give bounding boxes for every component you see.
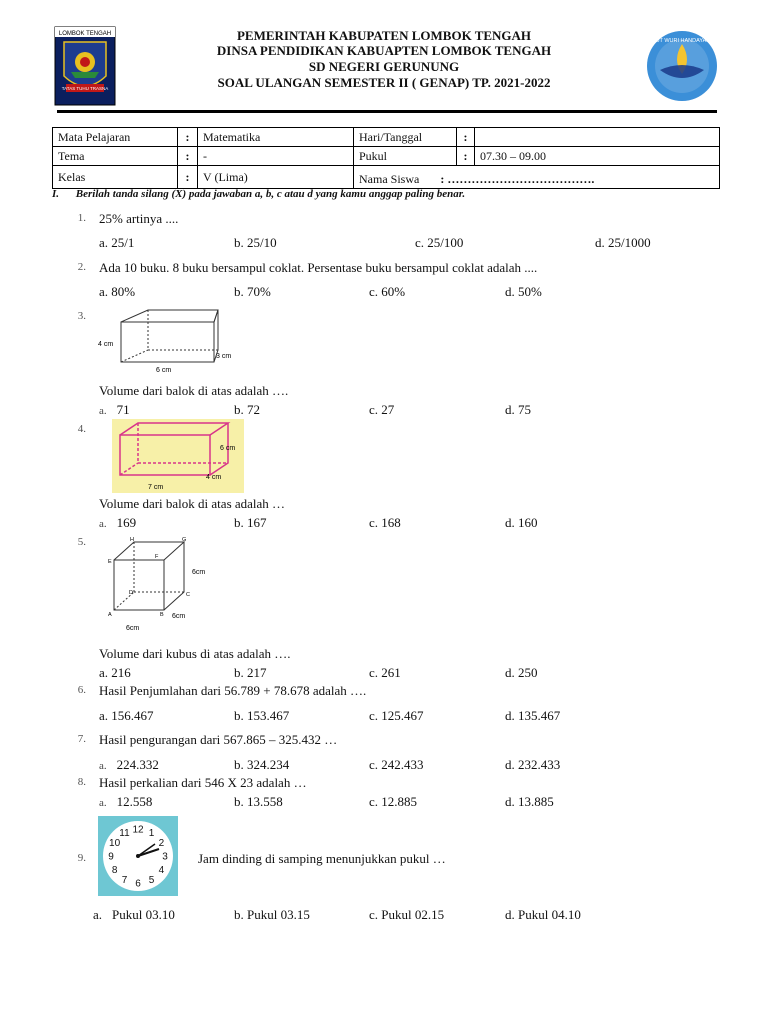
question-number: 9. — [77, 852, 86, 864]
question-number: 4. — [77, 423, 86, 435]
question-number: 2. — [77, 261, 86, 273]
svg-text:4 cm: 4 cm — [98, 341, 114, 348]
header-line-4: SOAL ULANGAN SEMESTER II ( GENAP) TP. 2021-2022 — [217, 75, 551, 90]
clock-number: 10 — [109, 838, 121, 849]
option-c: c. 60% — [369, 284, 406, 299]
option-d: d. 232.433 — [505, 757, 561, 772]
option-a — [99, 757, 159, 773]
table-row — [53, 147, 720, 166]
svg-text:6cm: 6cm — [172, 613, 186, 620]
nama-siswa-cell — [354, 166, 720, 189]
option-d: d. 160 — [505, 515, 538, 530]
option-d: d. Pukul 04.10 — [505, 907, 581, 922]
svg-text:7 cm: 7 cm — [148, 484, 164, 491]
option-b: b. 25/10 — [234, 235, 277, 250]
svg-text:TUT WURI HANDAYANI: TUT WURI HANDAYANI — [652, 38, 712, 44]
svg-text:TATAS TUHU TRASNA: TATAS TUHU TRASNA — [61, 86, 109, 91]
clock-number: 7 — [121, 874, 128, 886]
option-a-letter: a. — [93, 907, 103, 922]
clock-number: 12 — [132, 824, 144, 836]
option-a-letter: a. — [99, 797, 107, 809]
colon: : — [457, 128, 475, 147]
option-a: a. 156.467 — [99, 708, 154, 723]
q4-cuboid-figure — [112, 419, 244, 493]
svg-text:A: A — [108, 612, 112, 618]
question-text: Volume dari balok di atas adalah …. — [99, 383, 289, 398]
mapel-value: Matematika — [198, 128, 354, 147]
option-a-letter: a. — [99, 518, 107, 530]
question-text: Hasil perkalian dari 546 X 23 adalah … — [99, 775, 307, 790]
pukul-value: 07.30 – 09.00 — [475, 147, 720, 166]
option-d: d. 135.467 — [505, 708, 561, 723]
option-c: c. 12.885 — [369, 794, 418, 809]
table-row — [53, 166, 720, 189]
instruction-text: Berilah tanda silang (X) pada jawaban a, b, c atau d yang kamu anggap paling benar. — [75, 188, 466, 200]
question-text: 25% artinya .... — [99, 211, 179, 226]
wall-clock-figure — [98, 816, 178, 896]
option-c: c. 25/100 — [415, 235, 464, 250]
option-b: b. 13.558 — [234, 794, 283, 809]
option-b: b. 72 — [234, 402, 260, 417]
question-number: 3. — [77, 310, 86, 322]
svg-text:6cm: 6cm — [126, 625, 140, 632]
option-a — [99, 794, 152, 810]
hari-value — [475, 128, 720, 147]
question-number: 1. — [77, 212, 86, 224]
option-a-value: 224.332 — [116, 757, 159, 772]
option-b: b. 324.234 — [234, 757, 290, 772]
hari-label: Hari/Tanggal — [354, 128, 457, 147]
question-text: Volume dari kubus di atas adalah …. — [99, 646, 291, 661]
mapel-label: Mata Pelajaran — [53, 128, 178, 147]
clock-number: 2 — [158, 838, 165, 849]
option-a — [99, 515, 136, 531]
option-c: c. Pukul 02.15 — [369, 907, 445, 922]
question-text: Ada 10 buku. 8 buku bersampul coklat. Persentase buku bersampul coklat adalah .... — [99, 260, 538, 275]
option-a-letter: a. — [99, 760, 107, 772]
svg-text:C: C — [186, 592, 190, 598]
svg-text:G: G — [182, 537, 187, 543]
svg-text:LOMBOK TENGAH: LOMBOK TENGAH — [58, 31, 112, 37]
nama-label: Nama Siswa — [359, 171, 420, 186]
clock-number: 6 — [135, 878, 141, 890]
option-a-value: 71 — [116, 402, 130, 417]
svg-text:D: D — [129, 590, 133, 596]
svg-text:6 cm: 6 cm — [220, 445, 236, 452]
header-line-2: DINSA PENDIDIKAN KABUAPTEN LOMBOK TENGAH — [216, 43, 552, 58]
clock-number: 5 — [148, 874, 155, 886]
svg-text:6cm: 6cm — [192, 569, 206, 576]
option-a — [93, 907, 175, 923]
question-number: 7. — [77, 733, 86, 745]
nama-value: : ………………………………. — [440, 171, 595, 186]
table-row — [53, 128, 720, 147]
option-c: c. 242.433 — [369, 757, 424, 772]
info-table — [52, 127, 720, 189]
option-a: a. 80% — [99, 284, 136, 299]
option-a-letter: a. — [99, 405, 107, 417]
q3-cuboid-figure — [96, 304, 246, 378]
instruction — [52, 188, 465, 200]
svg-text:F: F — [155, 554, 159, 560]
question-text: Hasil pengurangan dari 567.865 – 325.432 … — [99, 732, 338, 747]
kelas-value: V (Lima) — [198, 166, 354, 189]
clock-number: 9 — [108, 851, 114, 863]
option-a: a. 25/1 — [99, 235, 135, 250]
question-text: Hasil Penjumlahan dari 56.789 + 78.678 adalah …. — [99, 683, 367, 698]
option-a-value: 12.558 — [116, 794, 153, 809]
option-c: c. 125.467 — [369, 708, 424, 723]
question-number: 6. — [77, 684, 86, 696]
clock-number: 1 — [148, 828, 155, 840]
option-c: c. 27 — [369, 402, 395, 417]
option-a-value: 169 — [116, 515, 137, 530]
option-d: d. 50% — [505, 284, 542, 299]
instruction-number: I. — [52, 188, 60, 200]
option-d: d. 250 — [505, 665, 538, 680]
question-text: Volume dari balok di atas adalah … — [99, 496, 286, 511]
option-c: c. 168 — [369, 515, 401, 530]
colon: : — [178, 147, 198, 166]
question-number: 5. — [77, 536, 86, 548]
svg-text:E: E — [108, 559, 112, 565]
colon: : — [178, 128, 198, 147]
option-a-value: Pukul 03.10 — [112, 907, 175, 922]
colon: : — [457, 147, 475, 166]
header-divider — [57, 110, 717, 113]
header-line-3: SD NEGERI GERUNUNG — [308, 59, 460, 74]
colon: : — [178, 166, 198, 189]
tema-label: Tema — [53, 147, 178, 166]
svg-text:H: H — [130, 537, 134, 543]
svg-text:B: B — [160, 612, 164, 618]
header-line-1: PEMERINTAH KABUPATEN LOMBOK TENGAH — [236, 28, 532, 43]
option-b: b. 217 — [234, 665, 267, 680]
kelas-label: Kelas — [53, 166, 178, 189]
pukul-label: Pukul — [354, 147, 457, 166]
svg-text:4 cm: 4 cm — [206, 474, 222, 481]
option-c: c. 261 — [369, 665, 401, 680]
option-a: a. 216 — [99, 665, 131, 680]
q5-cube-figure — [100, 536, 218, 636]
tema-value: - — [198, 147, 354, 166]
svg-text:6 cm: 6 cm — [156, 367, 172, 374]
option-d: d. 75 — [505, 402, 531, 417]
option-d: d. 13.885 — [505, 794, 554, 809]
option-b: b. 70% — [234, 284, 271, 299]
clock-number: 8 — [111, 865, 118, 876]
option-a — [99, 402, 130, 418]
clock-number: 4 — [158, 865, 165, 876]
question-text: Jam dinding di samping menunjukkan pukul … — [198, 851, 446, 866]
option-b: b. 167 — [234, 515, 267, 530]
svg-text:3 cm: 3 cm — [216, 353, 232, 360]
clock-number: 3 — [162, 851, 168, 863]
question-number: 8. — [77, 776, 86, 788]
clock-number: 11 — [119, 828, 130, 840]
option-b: b. 153.467 — [234, 708, 290, 723]
option-d: d. 25/1000 — [595, 235, 651, 250]
option-b: b. Pukul 03.15 — [234, 907, 310, 922]
